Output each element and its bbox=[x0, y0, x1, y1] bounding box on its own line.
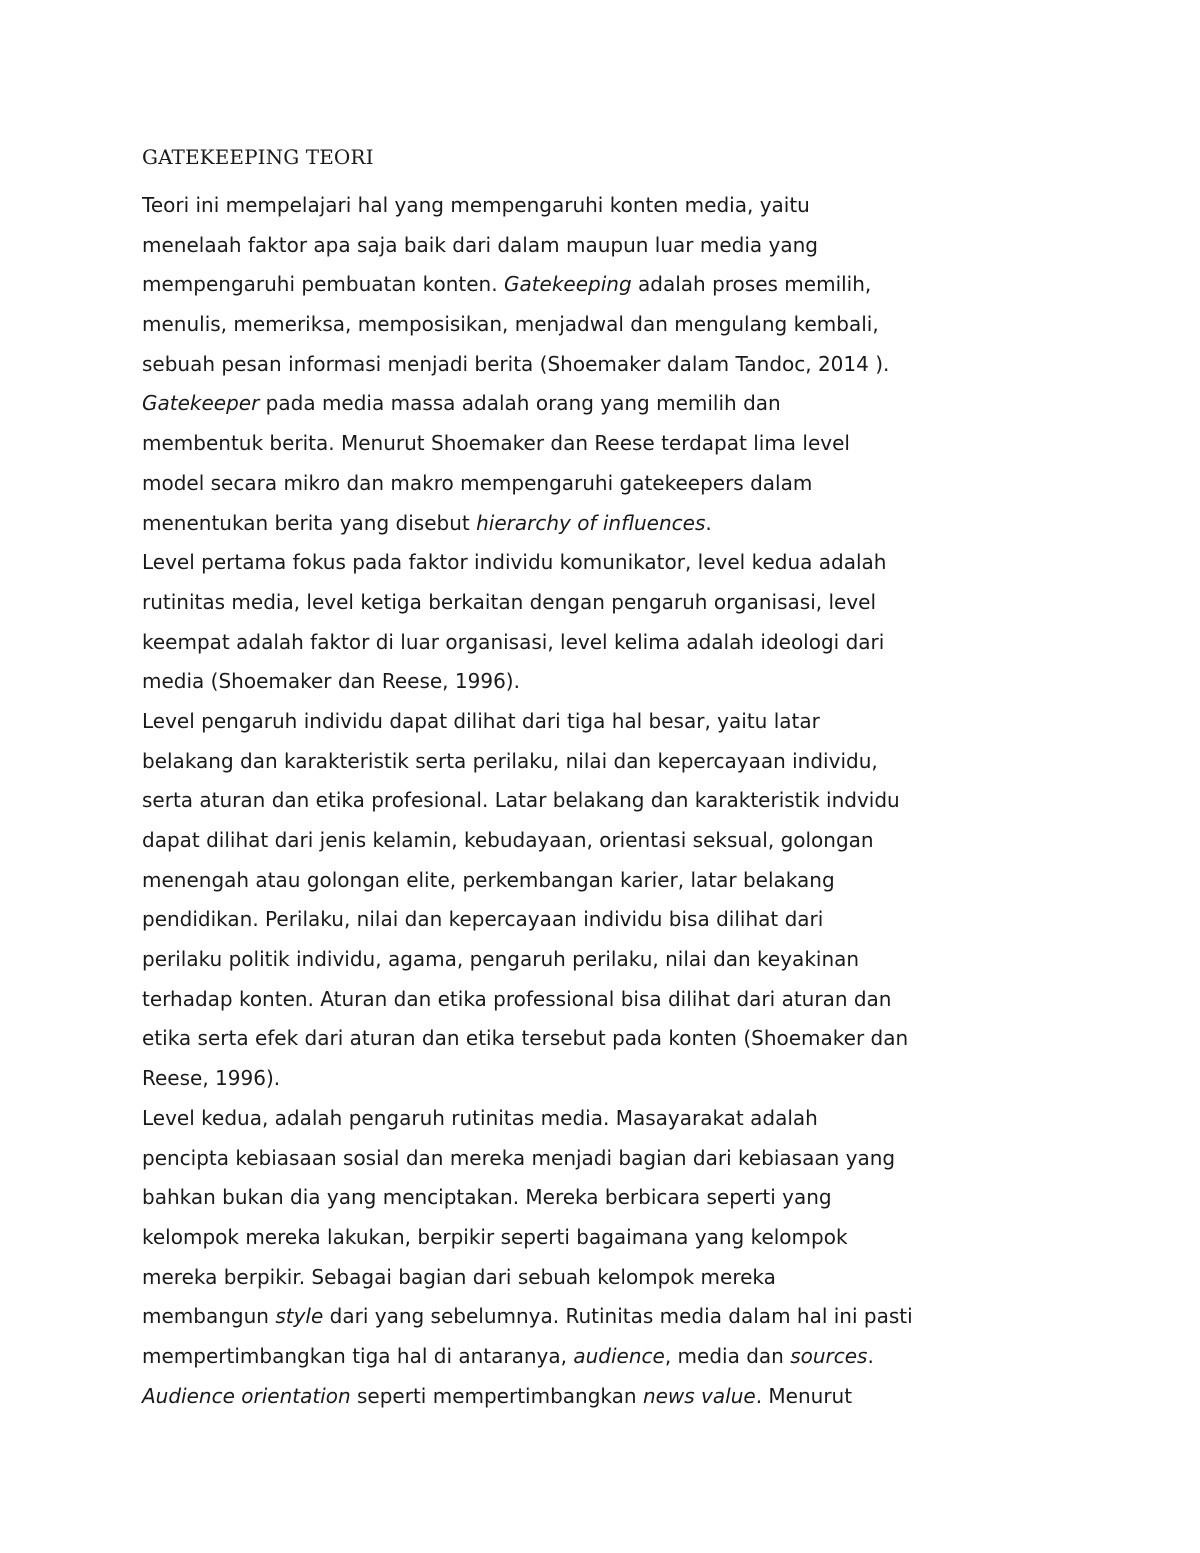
text-segment: Reese, 1996). bbox=[142, 1066, 281, 1091]
text-line bbox=[142, 623, 962, 663]
text-segment: dapat dilihat dari jenis kelamin, kebudayaan, orientasi seksual, golongan bbox=[142, 828, 874, 852]
text-segment: Level pengaruh individu dapat dilihat dari tiga hal besar, yaitu latar bbox=[142, 708, 820, 733]
text-line bbox=[142, 345, 962, 385]
text-segment: Level pertama fokus pada faktor individu komunikator, level kedua adalah bbox=[142, 550, 887, 575]
text-line bbox=[142, 1218, 962, 1258]
text-segment: menentukan berita yang disebut bbox=[142, 510, 477, 535]
italic-text: Audience orientation bbox=[142, 1383, 351, 1408]
text-segment: dari yang sebelumnya. Rutinitas media dalam hal ini pasti bbox=[323, 1304, 913, 1329]
text-segment: . Menurut bbox=[755, 1383, 853, 1408]
text-segment: menulis, memeriksa, memposisikan, menjadwal dan mengulang kembali, bbox=[142, 312, 879, 337]
text-segment: menengah atau golongan elite, perkembangan karier, latar belakang bbox=[142, 867, 835, 892]
italic-text: sources bbox=[790, 1343, 868, 1368]
italic-text: news value bbox=[642, 1383, 756, 1408]
text-line bbox=[142, 1059, 962, 1099]
text-line bbox=[142, 464, 962, 504]
document-body bbox=[142, 186, 962, 1416]
text-line bbox=[142, 305, 962, 345]
text-segment: menelaah faktor apa saja baik dari dalam maupun luar media yang bbox=[142, 232, 818, 257]
italic-text: audience bbox=[573, 1343, 665, 1368]
text-segment: , media dan bbox=[664, 1343, 791, 1368]
text-segment: mereka berpikir. Sebagai bagian dari sebuah kelompok mereka bbox=[142, 1264, 776, 1289]
text-segment: kelompok mereka lakukan, berpikir seperti bagaimana yang kelompok bbox=[142, 1224, 848, 1249]
text-line bbox=[142, 424, 962, 464]
text-line bbox=[142, 265, 962, 305]
italic-text: hierarchy of influences bbox=[476, 510, 706, 535]
text-segment: mempertimbangkan tiga hal di antaranya, bbox=[142, 1343, 574, 1368]
text-segment: keempat adalah faktor di luar organisasi, level kelima adalah ideologi dari bbox=[142, 629, 885, 654]
italic-text: Gatekeeping bbox=[503, 272, 632, 297]
text-segment: membangun bbox=[142, 1304, 276, 1329]
text-segment: pada media massa adalah orang yang memilih dan bbox=[259, 391, 781, 416]
text-line bbox=[142, 900, 962, 940]
text-line bbox=[142, 504, 962, 544]
text-line bbox=[142, 742, 962, 782]
text-segment: adalah proses memilih, bbox=[631, 272, 872, 297]
text-segment: perilaku politik individu, agama, pengaruh perilaku, nilai dan keyakinan bbox=[142, 947, 860, 972]
text-line bbox=[142, 861, 962, 901]
document-title: GATEKEEPING TEORI bbox=[142, 145, 374, 169]
text-segment: . bbox=[867, 1343, 874, 1368]
text-segment: membentuk berita. Menurut Shoemaker dan Reese terdapat lima level bbox=[142, 431, 850, 456]
text-line bbox=[142, 1178, 962, 1218]
text-line bbox=[142, 1019, 962, 1059]
text-segment: belakang dan karakteristik serta perilaku, nilai dan kepercayaan individu, bbox=[142, 748, 878, 773]
text-line bbox=[142, 1377, 962, 1417]
text-line bbox=[142, 662, 962, 702]
text-line bbox=[142, 1297, 962, 1337]
text-segment: serta aturan dan etika profesional. Latar belakang dan karakteristik indvidu bbox=[142, 788, 900, 813]
text-segment: seperti mempertimbangkan bbox=[350, 1383, 643, 1408]
text-line bbox=[142, 980, 962, 1020]
text-segment: bahkan bukan dia yang menciptakan. Mereka berbicara seperti yang bbox=[142, 1185, 832, 1210]
text-line bbox=[142, 226, 962, 266]
text-segment: model secara mikro dan makro mempengaruhi gatekeepers dalam bbox=[142, 470, 813, 495]
text-line bbox=[142, 186, 962, 226]
text-segment: sebuah pesan informasi menjadi berita (Shoemaker dalam Tandoc, 2014 ). bbox=[142, 351, 890, 376]
text-line bbox=[142, 781, 962, 821]
text-segment: Teori ini mempelajari hal yang mempengaruhi konten media, yaitu bbox=[142, 193, 810, 217]
text-line bbox=[142, 1139, 962, 1179]
text-line bbox=[142, 1258, 962, 1298]
italic-text: Gatekeeper bbox=[142, 391, 260, 416]
text-line bbox=[142, 543, 962, 583]
text-line bbox=[142, 384, 962, 424]
text-segment: etika serta efek dari aturan dan etika tersebut pada konten (Shoemaker dan bbox=[142, 1026, 909, 1051]
text-segment: rutinitas media, level ketiga berkaitan dengan pengaruh organisasi, level bbox=[142, 589, 877, 614]
text-line bbox=[142, 821, 962, 861]
text-line bbox=[142, 702, 962, 742]
text-segment: mempengaruhi pembuatan konten. bbox=[142, 272, 504, 297]
text-line bbox=[142, 1099, 962, 1139]
text-line bbox=[142, 1337, 962, 1377]
text-segment: terhadap konten. Aturan dan etika professional bisa dilihat dari aturan dan bbox=[142, 986, 892, 1011]
italic-text: style bbox=[275, 1304, 324, 1329]
text-segment: . bbox=[705, 510, 712, 535]
text-line bbox=[142, 940, 962, 980]
text-line bbox=[142, 583, 962, 623]
text-segment: pencipta kebiasaan sosial dan mereka menjadi bagian dari kebiasaan yang bbox=[142, 1145, 896, 1170]
text-segment: pendidikan. Perilaku, nilai dan kepercayaan individu bisa dilihat dari bbox=[142, 907, 824, 932]
text-segment: Level kedua, adalah pengaruh rutinitas media. Masayarakat adalah bbox=[142, 1105, 818, 1130]
text-segment: media (Shoemaker dan Reese, 1996). bbox=[142, 669, 520, 694]
